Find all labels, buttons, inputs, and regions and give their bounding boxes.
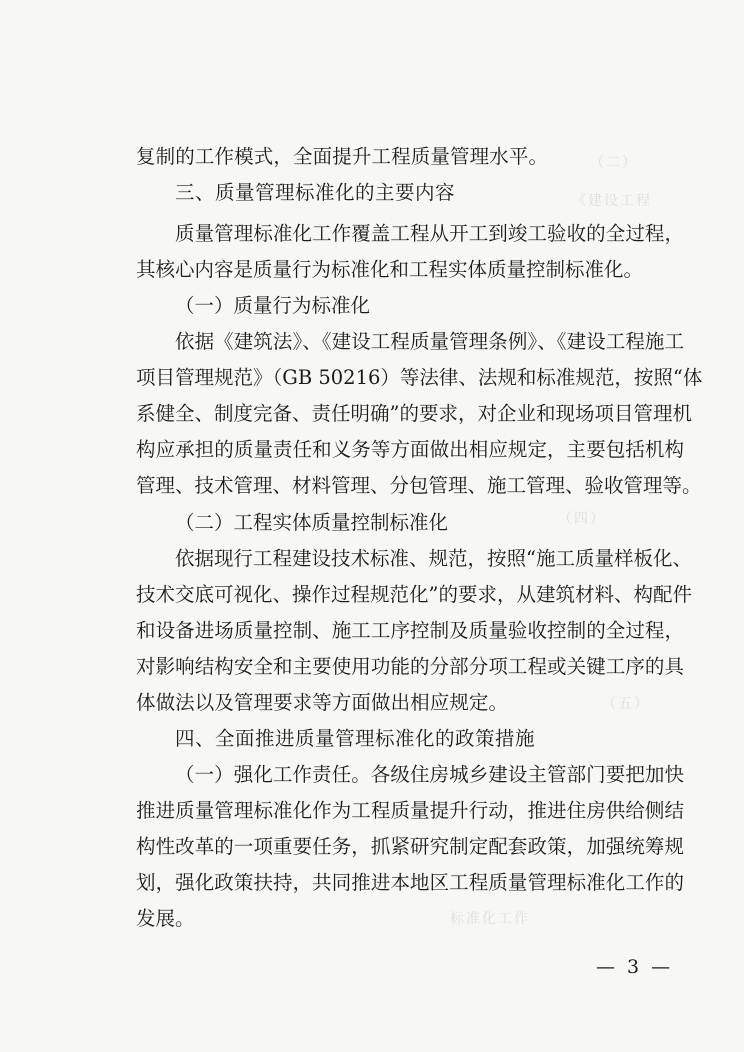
paragraph-line: 系健全、制度完备、责任明确”的要求，对企业和现场项目管理机: [136, 402, 692, 425]
paragraph-line: 体做法以及管理要求等方面做出相应规定。: [136, 691, 508, 714]
bleed-through-mark: （五）: [602, 696, 650, 712]
paragraph-line: 质量管理标准化工作覆盖工程从开工到竣工验收的全过程，: [175, 222, 684, 245]
bleed-through-mark: （四）: [558, 511, 606, 527]
paragraph-line: 其核心内容是质量行为标准化和工程实体质量控制标准化。: [136, 258, 644, 281]
bleed-through-mark: 《建设工程: [572, 193, 652, 209]
bleed-through-mark: 标准化工作: [450, 911, 530, 927]
paragraph-line: 划，强化政策扶持，共同推进本地区工程质量管理标准化工作的: [136, 871, 684, 894]
section-heading-4: 四、全面推进质量管理标准化的政策措施: [175, 727, 536, 750]
subsection-heading-2: （二）工程实体质量控制标准化: [175, 511, 449, 534]
paragraph-line: 对影响结构安全和主要使用功能的分部分项工程或关键工序的具: [136, 655, 684, 678]
subsection-heading-1: （一）质量行为标准化: [175, 294, 371, 317]
paragraph-line: 管理、技术管理、材料管理、分包管理、施工管理、验收管理等。: [136, 474, 702, 497]
paragraph-line: 技术交底可视化、操作过程规范化”的要求，从建筑材料、构配件: [136, 583, 692, 606]
paragraph-line: 依据现行工程建设技术标准、规范，按照“施工质量样板化、: [175, 547, 692, 570]
paragraph-line: 和设备进场质量控制、施工工序控制及质量验收控制的全过程，: [136, 619, 684, 642]
paragraph-line: （一）强化工作责任。各级住房城乡建设主管部门要把加快: [175, 763, 684, 786]
paragraph-line: 构应承担的质量责任和义务等方面做出相应规定，主要包括机构: [136, 438, 684, 461]
paragraph-line: 构性改革的一项重要任务，抓紧研究制定配套政策，加强统筹规: [136, 835, 684, 858]
bleed-through-mark: （二）: [590, 155, 638, 171]
paragraph-line: 项目管理规范》（GB 50216）等法律、法规和标准规范，按照“体: [136, 366, 703, 389]
page-number: — 3 —: [596, 956, 674, 978]
section-heading-3: 三、质量管理标准化的主要内容: [175, 181, 456, 204]
paragraph-line: 推进质量管理标准化作为工程质量提升行动，推进住房供给侧结: [136, 799, 684, 822]
paragraph-line: 发展。: [136, 907, 195, 930]
paragraph-line: 复制的工作模式，全面提升工程质量管理水平。: [136, 145, 548, 168]
paragraph-line: 依据《建筑法》、《建设工程质量管理条例》、《建设工程施工: [175, 330, 684, 353]
